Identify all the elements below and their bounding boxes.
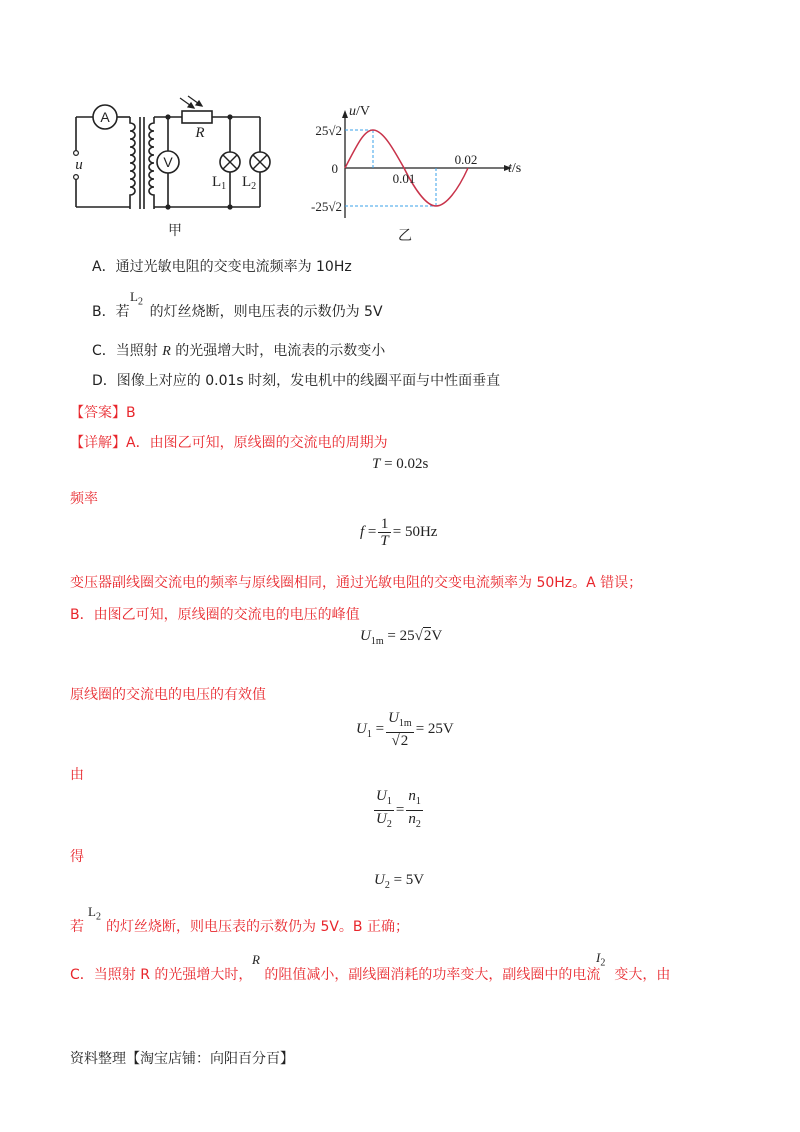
- option-b-prefix: B．若: [92, 304, 130, 320]
- answer-value: B: [126, 405, 136, 421]
- detail-line-5: 原线圈的交流电的电压的有效值: [70, 687, 266, 703]
- equation-period: T = 0.02s: [372, 456, 429, 472]
- footer-text: 资料整理【淘宝店铺：向阳百分百】: [70, 1051, 294, 1067]
- source-label: u: [75, 157, 83, 173]
- detail-line-1: 【详解】A．由图乙可知，原线圈的交流电的周期为: [70, 435, 388, 451]
- equation-frequency: f = $\frac{1}{T}$ = 50Hz: [360, 516, 438, 549]
- graph-caption: 乙: [398, 228, 412, 244]
- detail-line-2: 频率: [70, 491, 98, 507]
- circuit-caption: 甲: [168, 223, 182, 239]
- detail-lamp-symbol: $L_2$: [88, 904, 101, 923]
- detail-current-symbol: $I_2$: [596, 950, 606, 969]
- lamp-l1-label: $L_1$: [212, 174, 227, 192]
- lamp-l1-icon: [220, 152, 240, 172]
- detail-resistor-symbol: R: [252, 952, 260, 967]
- equation-peak-voltage: $U_{1m} = 25√2V$: [360, 628, 443, 647]
- option-c: C．当照射 R 的光强增大时，电流表的示数变小: [92, 343, 386, 359]
- x-tick-label-001: 0.01: [392, 171, 416, 186]
- detail-line-7: 得: [70, 849, 84, 865]
- option-d: D．图像上对应的 0.01s 时刻，发电机中的线圈平面与中性面垂直: [92, 373, 501, 389]
- detail-line-3: 变压器副线圈交流电的频率与原线圈相同，通过光敏电阻的交变电流频率为 50Hz。A 错误；: [70, 575, 643, 591]
- answer-label: 【答案】: [70, 405, 126, 421]
- lamp-l2-label: $L_2$: [242, 174, 257, 192]
- resistor-r: [182, 111, 212, 123]
- x-axis-label: t/s: [508, 161, 522, 176]
- lamp-l2-icon: [250, 152, 270, 172]
- resistor-label: R: [195, 125, 205, 141]
- voltage-time-graph: [300, 100, 540, 245]
- source-terminal-top: [74, 151, 79, 156]
- option-a: A．通过光敏电阻的交变电流频率为 10Hz: [92, 259, 352, 275]
- detail-line-4: B．由图乙可知，原线圈的交流电的电压的峰值: [70, 607, 360, 623]
- x-tick-label-002: 0.02: [454, 152, 478, 167]
- detail-line-9: C．当照射 R 的光强增大时， 的阻值减小，副线圈消耗的功率变大，副线圈中的电流 变大，由: [70, 967, 671, 983]
- ammeter-label: A: [100, 109, 110, 125]
- circuit-diagram: [60, 95, 290, 240]
- equation-turns-ratio: $\frac{U_1}{U_2}$ = $\frac{n_1}{n_2}$: [376, 788, 421, 830]
- light-arrows-icon: [180, 96, 202, 108]
- y-axis-label: u/V: [349, 104, 370, 119]
- y-bottom-label: -25√2: [311, 199, 342, 214]
- detail-line-8: 若 的灯丝烧断，则电压表的示数仍为 5V。B 正确；: [70, 919, 409, 935]
- option-b-suffix: 的灯丝烧断，则电压表的示数仍为 5V: [149, 304, 383, 320]
- voltmeter-label: V: [163, 154, 173, 170]
- y-axis-arrow-icon: [342, 110, 348, 118]
- source-terminal-bottom: [74, 175, 79, 180]
- answer-line: [70, 402, 136, 422]
- equation-secondary-voltage: $U_2 = 5V$: [374, 872, 425, 891]
- option-b-lamp-symbol: $L_2$: [130, 289, 143, 308]
- detail-line-6: 由: [70, 767, 84, 783]
- equation-rms-voltage: $U_1$ = $\frac{U_{1m}}{√2}$ = 25V: [356, 710, 454, 749]
- origin-label: 0: [331, 161, 338, 176]
- y-top-label: 25√2: [315, 123, 342, 138]
